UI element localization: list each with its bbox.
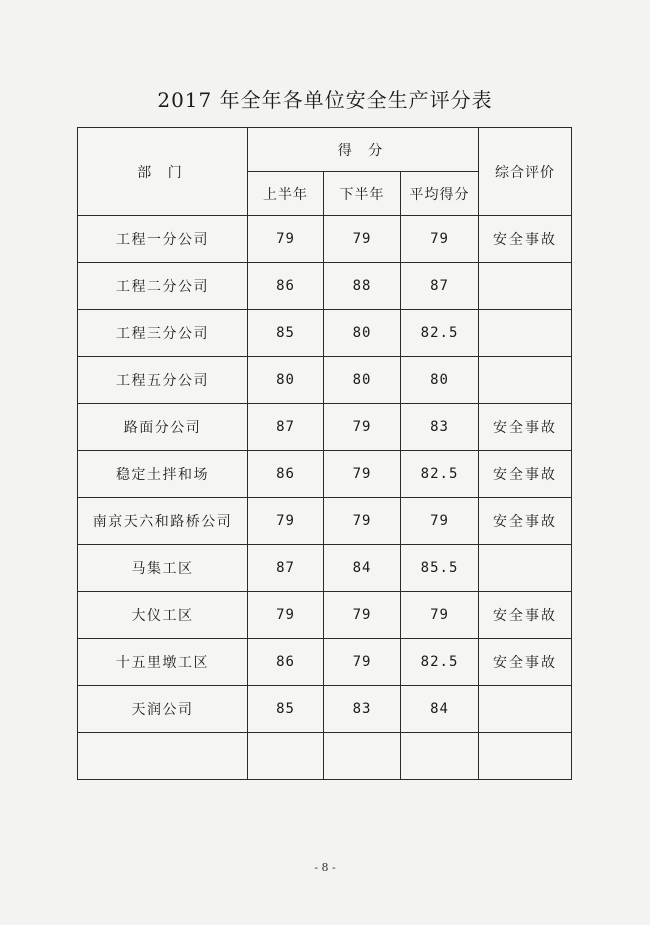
cell-second-half: 79 [324, 451, 401, 498]
cell-overall [479, 263, 572, 310]
table-row-empty [78, 733, 572, 780]
cell-second-half: 88 [324, 263, 401, 310]
table-row [78, 310, 572, 357]
cell-overall [479, 686, 572, 733]
header-average: 平均得分 [401, 172, 479, 216]
cell-average: 84 [401, 686, 479, 733]
header-second-half: 下半年 [324, 172, 401, 216]
cell-department: 工程二分公司 [78, 263, 248, 310]
cell-first-half: 85 [248, 310, 324, 357]
cell-average: 82.5 [401, 310, 479, 357]
header-department: 部 门 [78, 128, 248, 216]
table-row [78, 545, 572, 592]
cell-department: 马集工区 [78, 545, 248, 592]
table-row [78, 451, 572, 498]
cell-first-half: 86 [248, 263, 324, 310]
cell-overall: 安全事故 [479, 592, 572, 639]
score-table [77, 127, 572, 780]
cell-department: 稳定土拌和场 [78, 451, 248, 498]
cell-department [78, 733, 248, 780]
cell-first-half: 86 [248, 639, 324, 686]
cell-first-half: 87 [248, 404, 324, 451]
table-row [78, 357, 572, 404]
cell-average: 79 [401, 592, 479, 639]
table-row [78, 686, 572, 733]
cell-second-half [324, 733, 401, 780]
cell-average: 83 [401, 404, 479, 451]
cell-first-half: 86 [248, 451, 324, 498]
cell-second-half: 79 [324, 592, 401, 639]
cell-first-half: 79 [248, 216, 324, 263]
cell-overall: 安全事故 [479, 498, 572, 545]
table-row [78, 498, 572, 545]
table-row [78, 404, 572, 451]
cell-department: 工程五分公司 [78, 357, 248, 404]
cell-first-half [248, 733, 324, 780]
cell-average: 82.5 [401, 451, 479, 498]
cell-overall: 安全事故 [479, 451, 572, 498]
cell-overall: 安全事故 [479, 639, 572, 686]
cell-first-half: 87 [248, 545, 324, 592]
cell-overall: 安全事故 [479, 404, 572, 451]
header-score: 得 分 [248, 128, 479, 172]
cell-average: 82.5 [401, 639, 479, 686]
cell-overall: 安全事故 [479, 216, 572, 263]
cell-average: 79 [401, 216, 479, 263]
page-title: 2017 年全年各单位安全生产评分表 [157, 88, 493, 112]
table-row [78, 592, 572, 639]
cell-second-half: 79 [324, 404, 401, 451]
cell-department: 天润公司 [78, 686, 248, 733]
cell-average: 80 [401, 357, 479, 404]
cell-second-half: 83 [324, 686, 401, 733]
cell-overall [479, 310, 572, 357]
cell-average: 87 [401, 263, 479, 310]
cell-department: 路面分公司 [78, 404, 248, 451]
cell-first-half: 79 [248, 498, 324, 545]
cell-average: 85.5 [401, 545, 479, 592]
table-row [78, 639, 572, 686]
cell-second-half: 80 [324, 357, 401, 404]
page-number: - 8 - [314, 861, 336, 874]
cell-second-half: 84 [324, 545, 401, 592]
cell-department: 工程一分公司 [78, 216, 248, 263]
cell-average [401, 733, 479, 780]
cell-first-half: 80 [248, 357, 324, 404]
table-body [78, 216, 572, 780]
cell-department: 南京天六和路桥公司 [78, 498, 248, 545]
cell-overall [479, 357, 572, 404]
cell-second-half: 79 [324, 498, 401, 545]
header-overall: 综合评价 [479, 128, 572, 216]
cell-second-half: 79 [324, 639, 401, 686]
cell-department: 工程三分公司 [78, 310, 248, 357]
cell-second-half: 80 [324, 310, 401, 357]
cell-first-half: 79 [248, 592, 324, 639]
table-row [78, 216, 572, 263]
cell-department: 十五里墩工区 [78, 639, 248, 686]
cell-overall [479, 733, 572, 780]
cell-second-half: 79 [324, 216, 401, 263]
cell-department: 大仪工区 [78, 592, 248, 639]
table-row [78, 263, 572, 310]
cell-overall [479, 545, 572, 592]
cell-first-half: 85 [248, 686, 324, 733]
cell-average: 79 [401, 498, 479, 545]
header-first-half: 上半年 [248, 172, 324, 216]
